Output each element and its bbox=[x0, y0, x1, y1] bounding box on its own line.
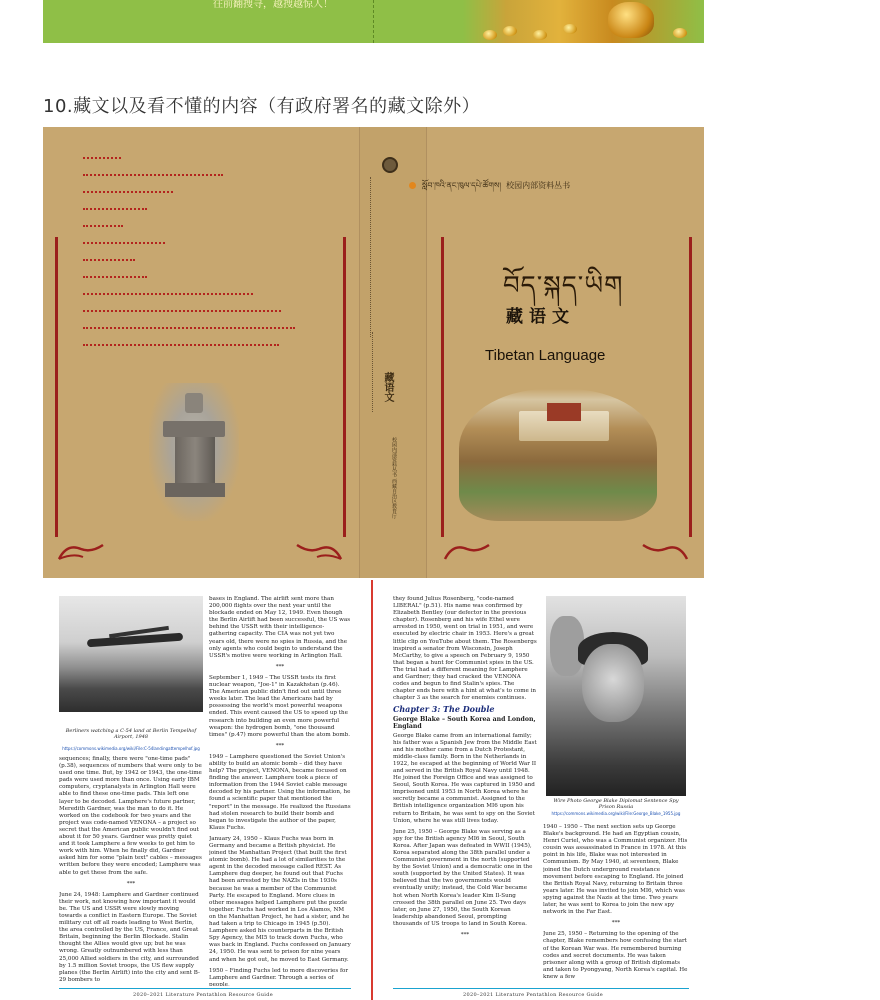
corner-ornament-icon bbox=[295, 539, 343, 561]
banner-text: 往前翻搜寻，越搜越惊人！ bbox=[213, 0, 333, 10]
text-column-1 bbox=[59, 756, 203, 986]
section-separator: *** bbox=[611, 920, 621, 927]
page-divider bbox=[371, 580, 373, 1000]
series-dot-icon bbox=[409, 182, 416, 189]
gold-coins-image bbox=[463, 0, 704, 43]
paragraph: 1940 – 1950 – The next section sets up George Blake's background. He had an Egyptian cousin, Henri Curiel, who was a Communist organizer. His cousin was assassinated in France in 1978. At this point in his life, Blake was not interested in Communism. By May 1940, at seventeen, Blake joined the Dutch underground resistance movement before escaping to England. He joined the British Royal Navy, returning to Britain three years later. He was invited to join MI6, which was spying against the Nazis at the time. Two years later, he was sent to Korea to join the new spy network in the Far East. bbox=[543, 824, 688, 916]
border-line bbox=[689, 237, 692, 537]
series-header bbox=[409, 176, 570, 199]
photo-caption: Wire Photo George Blake Diplomat Sentence Spy Prison Russia bbox=[553, 798, 679, 810]
corner-ornament-icon bbox=[443, 539, 491, 561]
series-tibetan: སློབ་ཁའི་ནང་ཁུལ་དཔེ་ཚོགས། bbox=[422, 181, 502, 190]
footer-text-left: 2020–2021 Literature Pentathlon Resource Guide bbox=[133, 992, 273, 998]
footer-text-right: 2020–2021 Literature Pentathlon Resource Guide bbox=[463, 992, 603, 998]
photo-caption-link[interactable]: https://commons.wikimedia.org/wiki/File:C-54landingattempelhof.jpg bbox=[62, 746, 200, 751]
paragraph: June 25, 1950 – George Blake was serving as a spy for the British agency MI6 in Seoul, South Korea. After Japan was defeated in WWII (1945), Korea separated along the 38th parallel under a Communist government in the north (supported by the Soviet Union) and a democratic one in the south (supported by the United States). It was believed that the two governments would eventually unify; instead, the Cold War became hot when North Korea's leader Kim Il-Sung crossed the 38th parallel on June 25. Two days later, on June 27, 1950, the South Korean leadership abandoned Seoul, prompting thousands of US troops to land in South Korea. bbox=[393, 828, 533, 927]
section-separator: *** bbox=[460, 932, 470, 939]
potala-palace-illustration bbox=[459, 389, 657, 521]
corner-ornament-icon bbox=[57, 539, 105, 561]
section-separator: *** bbox=[275, 663, 285, 670]
spine-tibetan-text bbox=[370, 177, 375, 337]
photo-caption: Berliners watching a C-54 land at Berlin Tempelhof Airport, 1948 bbox=[65, 728, 197, 740]
spine-subtitle: 校园内部资料丛书 西藏自治区教育厅 bbox=[391, 437, 397, 519]
text-column-4 bbox=[543, 824, 689, 986]
george-blake-photo bbox=[546, 596, 686, 796]
paragraph: 1950 – Finding Fuchs led to more discoveries for Lamphere and Gardner. Through a series of people, bbox=[209, 967, 349, 986]
gold-pot-icon bbox=[608, 2, 654, 38]
paragraph: September 1, 1949 – The USSR tests its first nuclear weapon, "Joe-1" in Kazakhstan (p.46). The American public didn't find out until three weeks later. The lead the Americans had by possessing the world's most powerful weapons ended. This event caused the US to speed up the research into building an even more powerful weapon: the hydrogen bomb, "one thousand times" (p.47) more powerful than the atom bomb. bbox=[209, 674, 351, 738]
spine-title: 藏语文 bbox=[382, 372, 393, 402]
cover-title-tibetan: བོད་སྐད་ཡིག bbox=[503, 271, 624, 301]
coin-icon bbox=[533, 30, 547, 40]
chapter-subtitle: George Blake – South Korea and London, England bbox=[393, 715, 536, 730]
text-column-3 bbox=[393, 596, 537, 986]
banner-divider bbox=[373, 0, 374, 43]
footer-rule bbox=[393, 988, 689, 989]
cover-title-chinese: 藏语文 bbox=[506, 307, 575, 327]
series-chinese: 校园内部资料丛书 bbox=[506, 181, 571, 190]
publisher-logo-icon bbox=[382, 157, 398, 173]
coin-icon bbox=[503, 26, 517, 36]
paragraph: June 24, 1948: Lamphere and Gardner continued their work, not knowing how important it would be. The US and USSR were slowly moving towards a conflict in Eastern Europe. The Soviet military cut off all roads leading to West Berlin, the area controlled by the US, France, and Great Britain, beginning the Berlin Blockade. Stalin thought the Allies would give up; but he was wrong. Greatly outnumbered with less than 25,000 Allied soldiers in the city, and surrounded by 1.5 million Soviet troops, the US flew supply planes (the Berlin Airlift) into the city and sent B-29 bombers to bbox=[59, 891, 200, 983]
corner-ornament-icon bbox=[641, 539, 689, 561]
spine-tibetan-text bbox=[372, 332, 377, 412]
resource-guide-spread bbox=[43, 580, 704, 1000]
tibetan-text-block bbox=[83, 157, 333, 361]
paragraph: they found Julius Rosenberg, "code-named LIBERAL" (p.51). His name was confirmed by Elizabeth Bentley (our defector in the previous chapter). Rosenberg and his wife Ethel were arrested in 1950, went on trial in 1951, and were executed by electric chair in 1953. Here's a great little clip on YouTube about them. The Rosenbergs inspired a senator from Wisconsin, Joseph McCarthy, to give a speech on February 9, 1950 that began a hunt for Communist spies in the US. The trial had a different meaning for Lamphere and Gardner; they had cracked the VENONA codes and begun to find Stalin's spies. The chapter ends here with a hint at what's to come in chapter 3 as the search for enemies continues. bbox=[393, 596, 537, 702]
photo-caption-link[interactable]: https://commons.wikimedia.org/wiki/File:George_Blake_1955.jpg bbox=[551, 811, 681, 816]
border-line bbox=[343, 237, 346, 537]
paragraph: January 24, 1950 – Klaus Fuchs was born in Germany and became a British physicist. He joined the Manhattan Project (that built the first atomic bomb). He had a lot of similarities to the agent in the decoded message called REST. As Lamphere dug deeper, he found out that Fuchs had been arrested by the NAZIs in the 1930s because he was a member of the Communist Party. He escaped to England. More clues in other messages helped Lamphere put the puzzle together. Fuchs had worked in Los Alamos, NM on the Manhattan Project, he had a sister, and he had taken a trip to Chicago in 1945 (p.50). Lamphere asked his counterparts in the British Spy Agency, the MI5 to track down Fuchs, who was back in England. Fuchs confessed on January 24, 1950. He was sent to prison for nine years and when he got out, he moved to East Germany. bbox=[209, 835, 351, 963]
border-line bbox=[441, 237, 444, 537]
coin-icon bbox=[483, 30, 497, 40]
cover-title-english: Tibetan Language bbox=[485, 347, 606, 364]
text-column-2 bbox=[209, 596, 351, 986]
chapter-title: Chapter 3: The Double bbox=[393, 704, 495, 715]
berlin-airlift-photo bbox=[59, 596, 203, 712]
paragraph: George Blake came from an international family; his father was a Spanish Jew from the Middle East and his mother came from a Dutch Protestant, middle-class family. Born in the Netherlands in 1922, he escaped at the beginning of World War II and served in the British Royal Navy until 1948. He joined the Foreign Office and was assigned to Seoul, South Korea. He was captured in 1950 and imprisoned until 1953 in North Korea where he secretly became a communist. Assigned to the British intelligence organization MI6 upon his return to Britain, he was sent to spy on the Soviet Union, where he was still lives today. bbox=[393, 732, 537, 824]
section-heading: 10.藏文以及看不懂的内容（有政府署名的藏文除外） bbox=[43, 96, 481, 117]
stone-monument-photo bbox=[149, 383, 239, 521]
tibetan-textbook-cover bbox=[43, 127, 704, 578]
paragraph: 1949 – Lamphere questioned the Soviet Union's ability to build an atomic bomb – did they have help? The project, VENONA, became focused on finding the answer. Lamphere took a piece of information from the 1944 Soviet cable message decoded by his partner. Using the information, he found a scientific paper that mentioned the "report" in the message. He realized the Russians had stolen research to build their bomb and began to investigate the author of the paper, Klaus Fuchs. bbox=[209, 753, 351, 831]
promo-banner bbox=[43, 0, 704, 43]
section-separator: *** bbox=[126, 880, 136, 887]
paragraph: sequences; finally, there were "one-time pads" (p.38), sequences of numbers that were only to be used one time. But, by 1942 or 1943, the one-time pads were used more than once. Using early IBM computers, cryptanalysts in Arlington Hall were able to find these one-time pads. This left one layer to be decoded. Lamphere's future partner, Meredith Gardner, was the man to do it. He worked on the codebook for two years and the project was code-named VENONA – a project so secret that the American public wouldn't find out about it for 50 years. Gardner was pretty quiet and it took Lamphere a few weeks to get him to work with him. When he finally did, Gardner asked him for some "plain text" cables – messages written before they were encoded; Lamphere was able to get these from the safe. bbox=[59, 756, 202, 876]
footer-rule bbox=[59, 988, 351, 989]
coin-icon bbox=[673, 28, 687, 38]
paragraph: bases in England. The airlift sent more than 200,000 flights over the next year until the blockade ended on May 12, 1949. Even though the Berlin Airlift had been successful, the US was behind the USSR with their intelligence-gathering capacity. The CIA was not yet two years old, there were no spies in Russia, and the only agents who could begin to understand the USSR's motive were working in Arlington Hall. bbox=[209, 596, 351, 659]
section-separator: *** bbox=[275, 742, 285, 749]
border-line bbox=[55, 237, 58, 537]
coin-icon bbox=[563, 24, 577, 34]
paragraph: June 25, 1950 – Returning to the opening of the chapter, Blake remembers how confusing the start of the Korean War was. He remembered burning codes and secret documents. He was taken prisoner along with a group of British diplomats and taken to Pyongyang, North Korea's capital. He knew a few bbox=[543, 931, 688, 980]
